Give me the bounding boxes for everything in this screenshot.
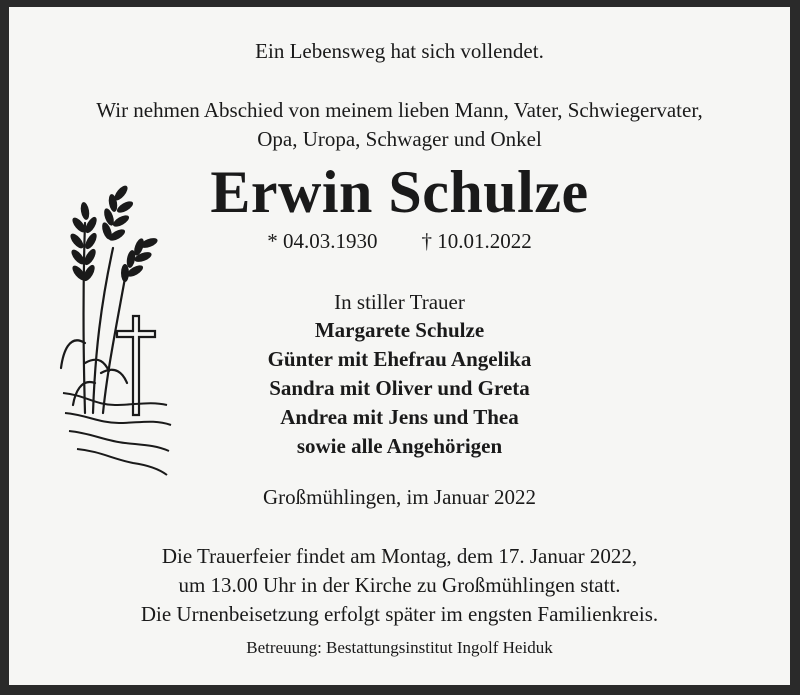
farewell-line-2: Opa, Uropa, Schwager und Onkel	[257, 127, 542, 151]
family-member: Andrea mit Jens und Thea	[280, 405, 519, 429]
deceased-name: Erwin Schulze	[210, 159, 589, 225]
death-date: † 10.01.2022	[421, 229, 532, 253]
mourning-heading: In stiller Trauer	[334, 290, 465, 314]
intro-line: Ein Lebensweg hat sich vollendet.	[255, 39, 544, 63]
obituary-card	[9, 7, 790, 685]
ceremony-line-2: um 13.00 Uhr in der Kirche zu Großmühlingen statt.	[178, 573, 621, 597]
place-date: Großmühlingen, im Januar 2022	[263, 485, 536, 509]
ceremony-line-3: Die Urnenbeisetzung erfolgt später im engsten Familienkreis.	[140, 602, 659, 626]
funeral-home-credit: Betreuung: Bestattungsinstitut Ingolf Heiduk	[246, 638, 553, 657]
family-list	[9, 316, 790, 461]
farewell-text	[9, 96, 790, 154]
ceremony-info	[9, 542, 790, 629]
ceremony-line-1: Die Trauerfeier findet am Montag, dem 17. Januar 2022,	[161, 544, 638, 568]
family-member: Sandra mit Oliver und Greta	[269, 376, 530, 400]
family-member: Margarete Schulze	[314, 318, 485, 342]
farewell-line-1: Wir nehmen Abschied von meinem lieben Mann, Vater, Schwiegervater,	[96, 98, 703, 122]
family-member: Günter mit Ehefrau Angelika	[267, 347, 532, 371]
family-member: sowie alle Angehörigen	[296, 434, 503, 458]
birth-date: * 04.03.1930	[267, 229, 378, 253]
